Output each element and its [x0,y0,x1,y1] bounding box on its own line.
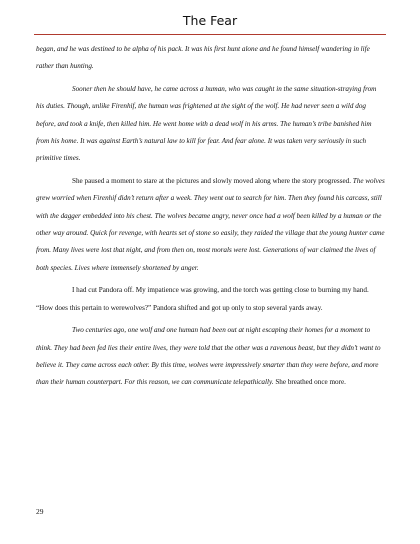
paragraph-4: I had cut Pandora off. My impatience was growing, and the torch was getting close to burning my hand. “How does this pertain to werewolves?” Pandora shifted and got up only to stop several yards away. [36,286,369,312]
page-header-title: The Fear [182,13,238,28]
paragraph-3-narration: She paused a moment to stare at the pictures and slowly moved along where the story progressed. [72,176,353,185]
paragraph-5-narration: She breathed once more. [273,378,346,387]
paragraph-5 [36,322,385,392]
paragraph-3-story: The wolves grew worried when Firenhif didn’t return after a week. They went out to search for him. Then they found his carcass, still with the dagger embedded into his chest. The wolves became angry, never once had a wolf been killed by a human or the other way around. Quick for revenge, with hearts set of stone so easily, they raided the village that the young hunter came from. Many lives were lost that night, and from then on, most morals were lost. Generations of war claimed the lives of both species. Lives where immensely shortened by anger. [36,176,385,272]
paragraph-1: began, and he was destined to be alpha of his pack. It was his first hunt alone and he found himself wandering in life rather than hunting. [36,45,370,71]
paragraph-2: Sooner then he should have, he came across a human, who was caught in the same situation-straying from his duties. Though, unlike Firenhif, the human was frightened at the sight of the wolf. He had never seen a wild dog before, and took a knife, then killed him. He went home with a dead wolf in his arms. The human’s tribe banished him from his home. It was against Earth’s natural law to kill for fear. And fear alone. It was taken very seriously in such primitive times. [36,84,377,163]
page-number: 29 [36,507,44,516]
paragraph-3 [36,173,385,277]
body-text [36,41,385,397]
header-divider [34,34,386,35]
paragraph-5-story: Two centuries ago, one wolf and one human had been out at night escaping their homes for a moment to think. They had been fed lies their entire lives, they were told that the other was a ravenous beast, but they didn’t want to believe it. They came across each other. By this time, wolves were impressively smarter than they were before, and more than their human counterpart. For this reason, we can communicate telepathically. [36,326,381,387]
